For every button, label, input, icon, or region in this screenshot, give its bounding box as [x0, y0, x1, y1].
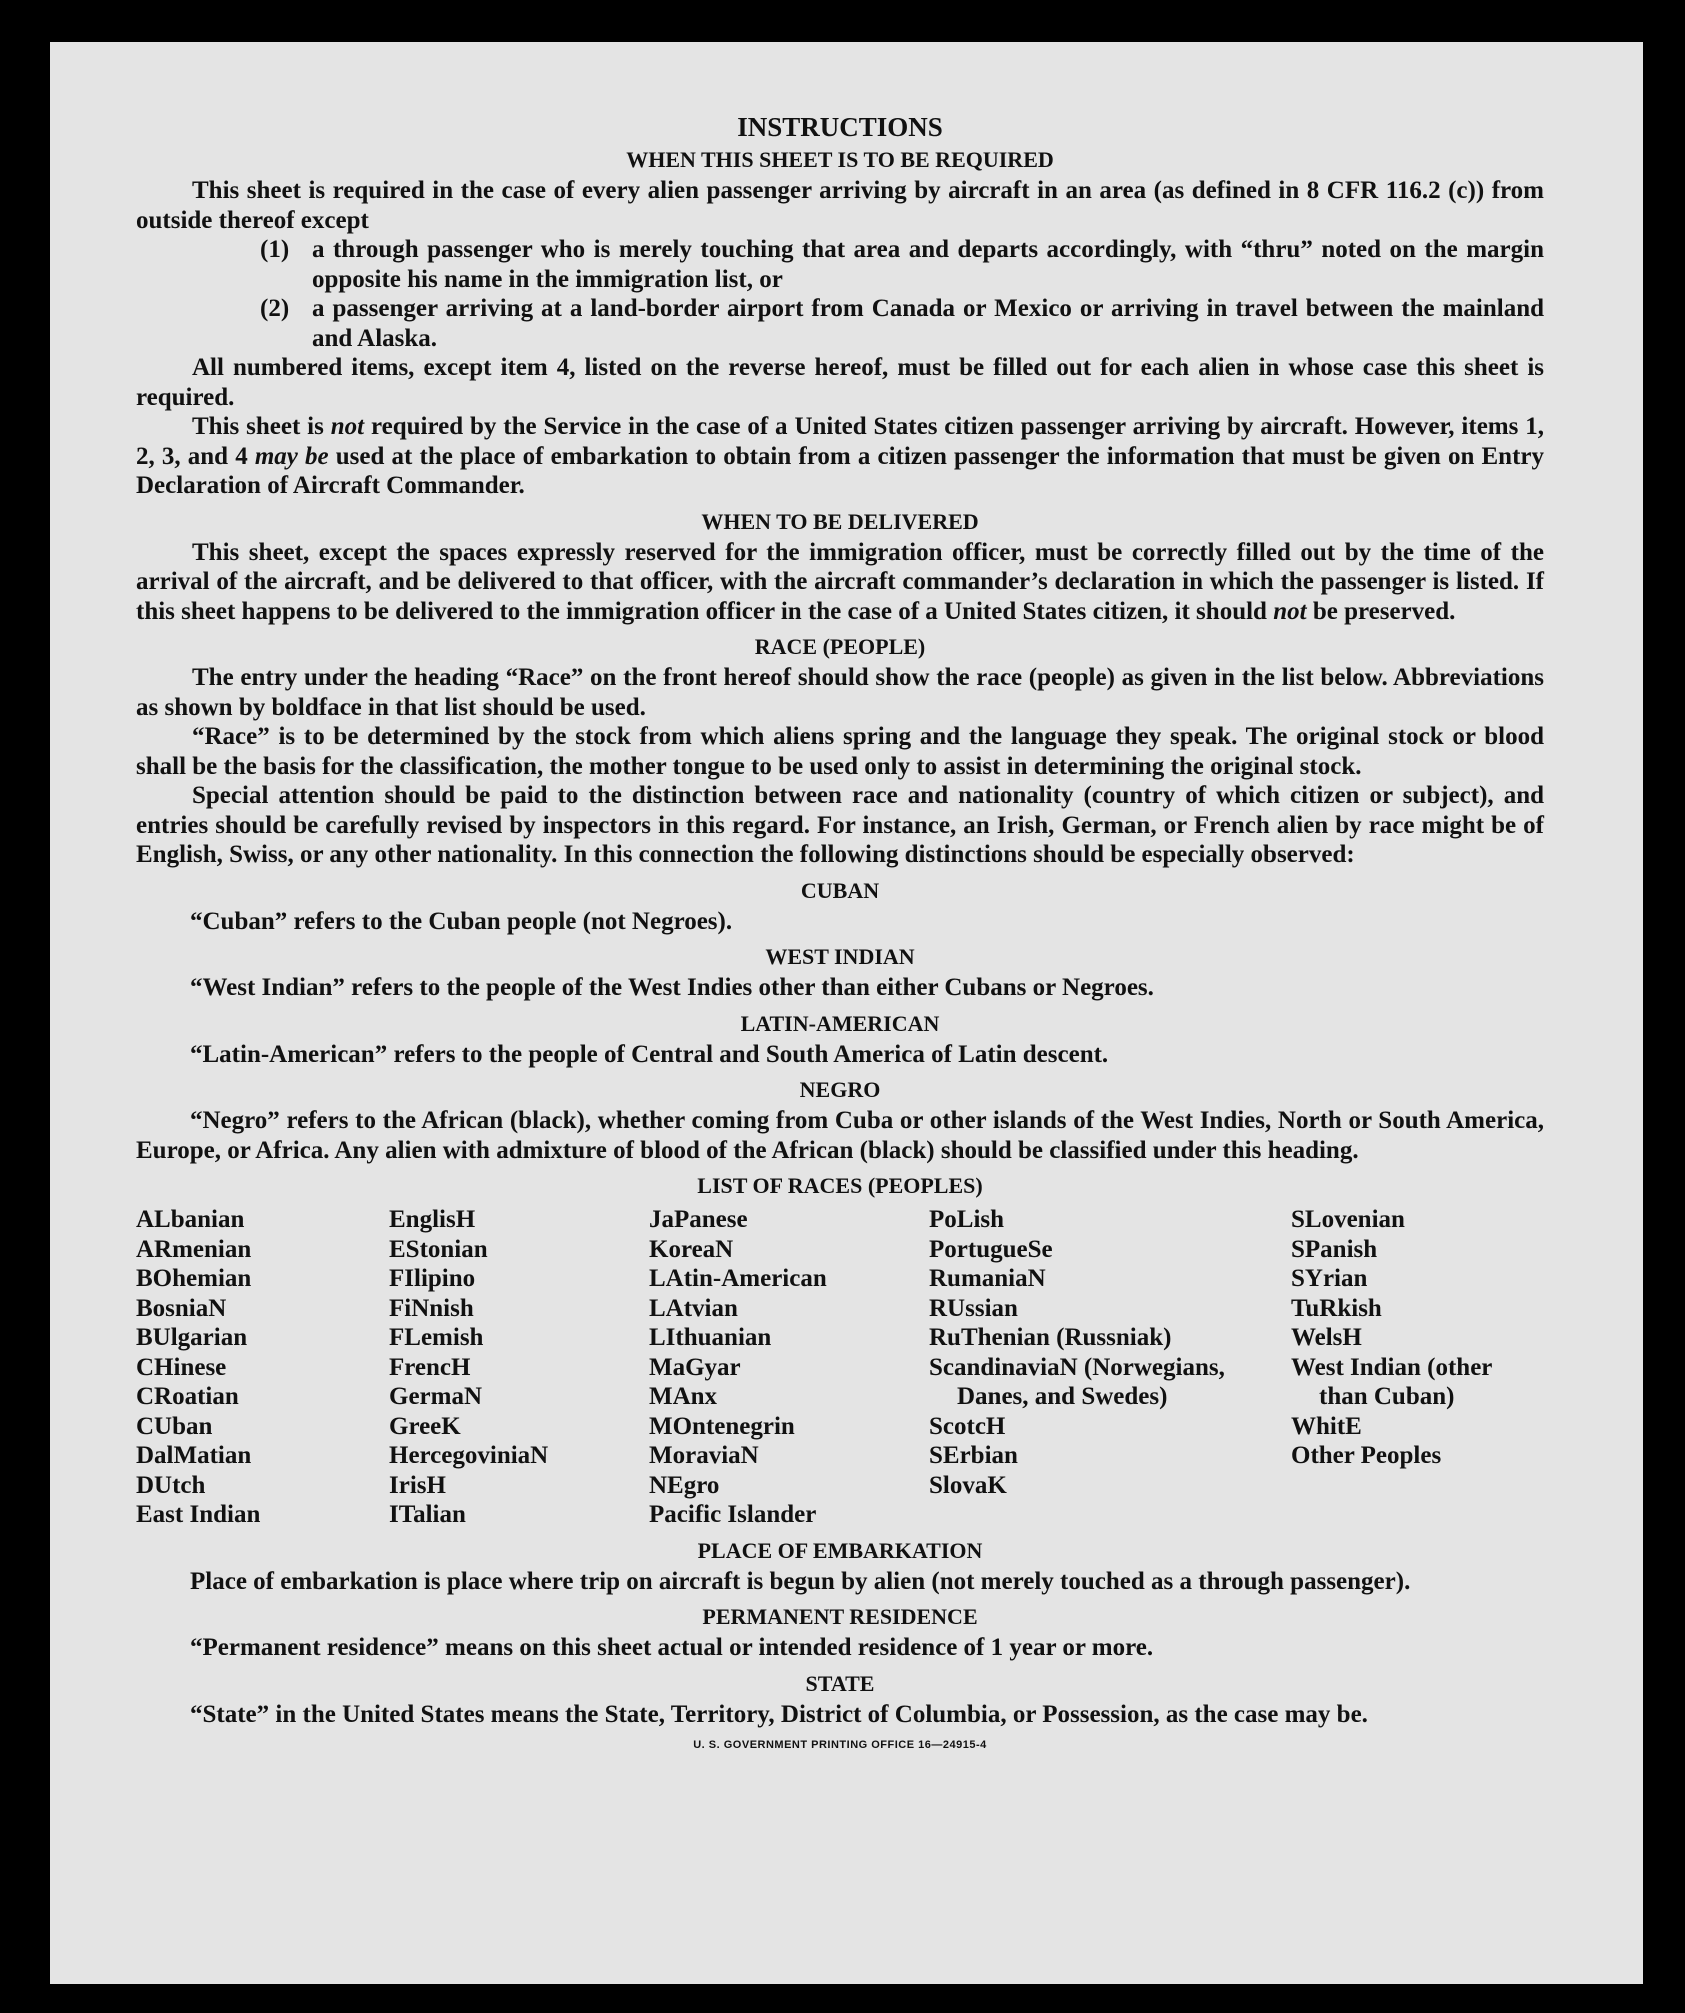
race-entry: LAtvian [649, 1294, 738, 1322]
race-entry: MAnx [649, 1383, 718, 1410]
paragraph-citizen: This sheet is not required by the Service in the case of a United States citizen passenger arriving by aircraft. However, items 1, 2, 3, and 4 may be used at the place of embarkation to obtain from a citizen passenger the information that must be given on Entry Declaration of Aircraft Commander. [136, 413, 1544, 499]
race-entry: IrisH [389, 1471, 446, 1499]
race-entry: SPanish [1291, 1235, 1378, 1263]
race-entry: FiNnish [389, 1294, 474, 1322]
race-entry: BosniaN [136, 1294, 227, 1322]
race-entry: ScandinaviaN (Norwegians, Danes, and Swedes) [929, 1353, 1225, 1410]
section-heading-latin-american: LATIN-AMERICAN [740, 1010, 940, 1036]
race-entry: DUtch [136, 1471, 206, 1499]
race-entry: Pacific Islander [649, 1501, 817, 1528]
section-heading-required: WHEN THIS SHEET IS TO BE REQUIRED [626, 147, 1054, 172]
definition-west-indian: “West Indian” refers to the people of the West Indies other than either Cubans or Negroes. [190, 974, 1154, 1001]
section-heading-embarkation: PLACE OF EMBARKATION [697, 1537, 983, 1563]
definition-residence: “Permanent residence” means on this sheet actual or intended residence of 1 year or more. [190, 1634, 1154, 1661]
race-entry: ITalian [389, 1501, 466, 1528]
paragraph-required: This sheet is required in the case of every alien passenger arriving by aircraft in an area (as defined in 8 CFR 116.2 (c)) from outside thereof except [136, 177, 1544, 234]
race-entry: East Indian [136, 1501, 261, 1528]
race-entry: RumaniaN [929, 1265, 1046, 1292]
race-entry: PoLish [929, 1206, 1005, 1233]
section-heading-west-indian: WEST INDIAN [765, 944, 915, 969]
race-entry: PortugueSe [929, 1235, 1053, 1263]
race-entry: EnglisH [389, 1206, 476, 1233]
race-entry: West Indian (other than Cuban) [1291, 1353, 1492, 1410]
definition-embarkation: Place of embarkation is place where trip on aircraft is begun by alien (not merely touched as a through passenger). [190, 1567, 1411, 1595]
race-entry: CRoatian [136, 1383, 239, 1410]
race-entry: ALbanian [136, 1206, 245, 1233]
definition-latin-american: “Latin-American” refers to the people of Central and South America of Latin descent. [190, 1040, 1109, 1068]
race-entry: MOntenegrin [649, 1412, 795, 1440]
race-entry: LIthuanian [649, 1324, 772, 1351]
race-entry: GreeK [389, 1412, 461, 1440]
races-list [136, 1205, 1544, 1530]
exception-item [260, 235, 1544, 294]
races-column-4 [929, 1205, 1291, 1530]
definition-negro: “Negro” refers to the African (black), whether coming from Cuba or other islands of the West Indies, North or South America, Europe, or Africa. Any alien with admixture of blood of the African (black) should be classified under this heading. [136, 1107, 1544, 1164]
exception-item [260, 294, 1544, 353]
race-entry: DalMatian [136, 1442, 252, 1469]
races-column-5 [1291, 1205, 1544, 1530]
races-column-3 [649, 1205, 929, 1530]
race-entry: EStonian [389, 1235, 488, 1263]
race-entry: TuRkish [1291, 1294, 1382, 1322]
definition-state: “State” in the United States means the State, Territory, District of Columbia, or Possession, as the case may be. [190, 1700, 1368, 1728]
exception-number: (1) [260, 236, 290, 263]
race-entry: SYrian [1291, 1265, 1368, 1292]
races-column-2 [389, 1205, 649, 1530]
section-heading-races-list: LIST OF RACES (PEOPLES) [697, 1173, 983, 1198]
race-entry: SlovaK [929, 1471, 1007, 1499]
section-heading-cuban: CUBAN [800, 877, 880, 903]
race-entry: KoreaN [649, 1235, 734, 1263]
race-entry: SErbian [929, 1442, 1018, 1469]
races-column-1 [136, 1205, 389, 1530]
race-entry: CHinese [136, 1353, 227, 1381]
section-heading-race: RACE (PEOPLE) [754, 634, 926, 659]
race-entry: FLemish [389, 1324, 484, 1351]
printer-imprint: U. S. GOVERNMENT PRINTING OFFICE 16—24915-4 [693, 1739, 987, 1751]
document-sheet [50, 42, 1643, 1984]
paragraph-numbered-items: All numbered items, except item 4, listed on the reverse hereof, must be filled out for each alien in whose case this sheet is required. [136, 354, 1544, 411]
race-entry: SLovenian [1291, 1206, 1405, 1233]
section-heading-state: STATE [805, 1670, 875, 1696]
race-entry: FIlipino [389, 1265, 476, 1292]
race-entry: NEgro [649, 1471, 720, 1499]
exception-number: (2) [260, 295, 290, 322]
race-entry: MoraviaN [649, 1442, 759, 1469]
race-entry: ARmenian [136, 1235, 252, 1263]
paragraph-race-nationality: Special attention should be paid to the distinction between race and nationality (country of which citizen or subject), and entries should be carefully revised by inspectors in this regard. For instance, an Irish, German, or French alien by race might be of English, Swiss, or any other nationality. In this connection the following distinctions should be especially observed: [136, 782, 1544, 868]
race-entry: FrencH [389, 1353, 471, 1381]
race-entry: HercegoviniaN [389, 1442, 549, 1469]
section-heading-delivered: WHEN TO BE DELIVERED [701, 508, 979, 534]
paragraph-race-entry: The entry under the heading “Race” on the front hereof should show the race (people) as given in the list below. Abbreviations as shown by boldface in that list should be used. [136, 664, 1544, 721]
section-heading-residence: PERMANENT RESIDENCE [702, 1604, 978, 1629]
page-title: INSTRUCTIONS [737, 112, 943, 142]
definition-cuban: “Cuban” refers to the Cuban people (not Negroes). [190, 907, 733, 935]
race-entry: MaGyar [649, 1353, 741, 1381]
race-entry: WhitE [1291, 1412, 1362, 1440]
race-entry: ScotcH [929, 1412, 1006, 1440]
section-heading-negro: NEGRO [799, 1077, 881, 1102]
race-entry: CUban [136, 1412, 213, 1440]
race-entry: GermaN [389, 1383, 483, 1410]
race-entry: RUssian [929, 1294, 1018, 1322]
race-entry: RuThenian (Russniak) [929, 1324, 1172, 1351]
race-entry: WelsH [1291, 1324, 1362, 1351]
race-entry: BOhemian [136, 1265, 252, 1292]
paragraph-delivered: This sheet, except the spaces expressly reserved for the immigration officer, must be correctly filled out by the time of the arrival of the aircraft, and be delivered to that officer, with the aircraft commander’s declaration in which the passenger is listed. If this sheet happens to be delivered to the immigration officer in the case of a United States citizen, it should not be preserved. [136, 538, 1544, 625]
paragraph-race-stock: “Race” is to be determined by the stock from which aliens spring and the language they speak. The original stock or blood shall be the basis for the classification, the mother tongue to be used only to assist in determining the original stock. [136, 723, 1544, 780]
race-entry: JaPanese [649, 1206, 748, 1233]
race-entry: BUlgarian [136, 1324, 248, 1351]
exception-text: a passenger arriving at a land-border airport from Canada or Mexico or arriving in travel between the mainland and Alaska. [312, 295, 1544, 352]
race-entry: Other Peoples [1291, 1442, 1442, 1469]
exception-text: a through passenger who is merely touching that area and departs accordingly, with “thru” noted on the margin opposite his name in the immigration list, or [312, 236, 1544, 293]
race-entry: LAtin-American [649, 1265, 827, 1292]
instructions-content [136, 112, 1544, 1751]
